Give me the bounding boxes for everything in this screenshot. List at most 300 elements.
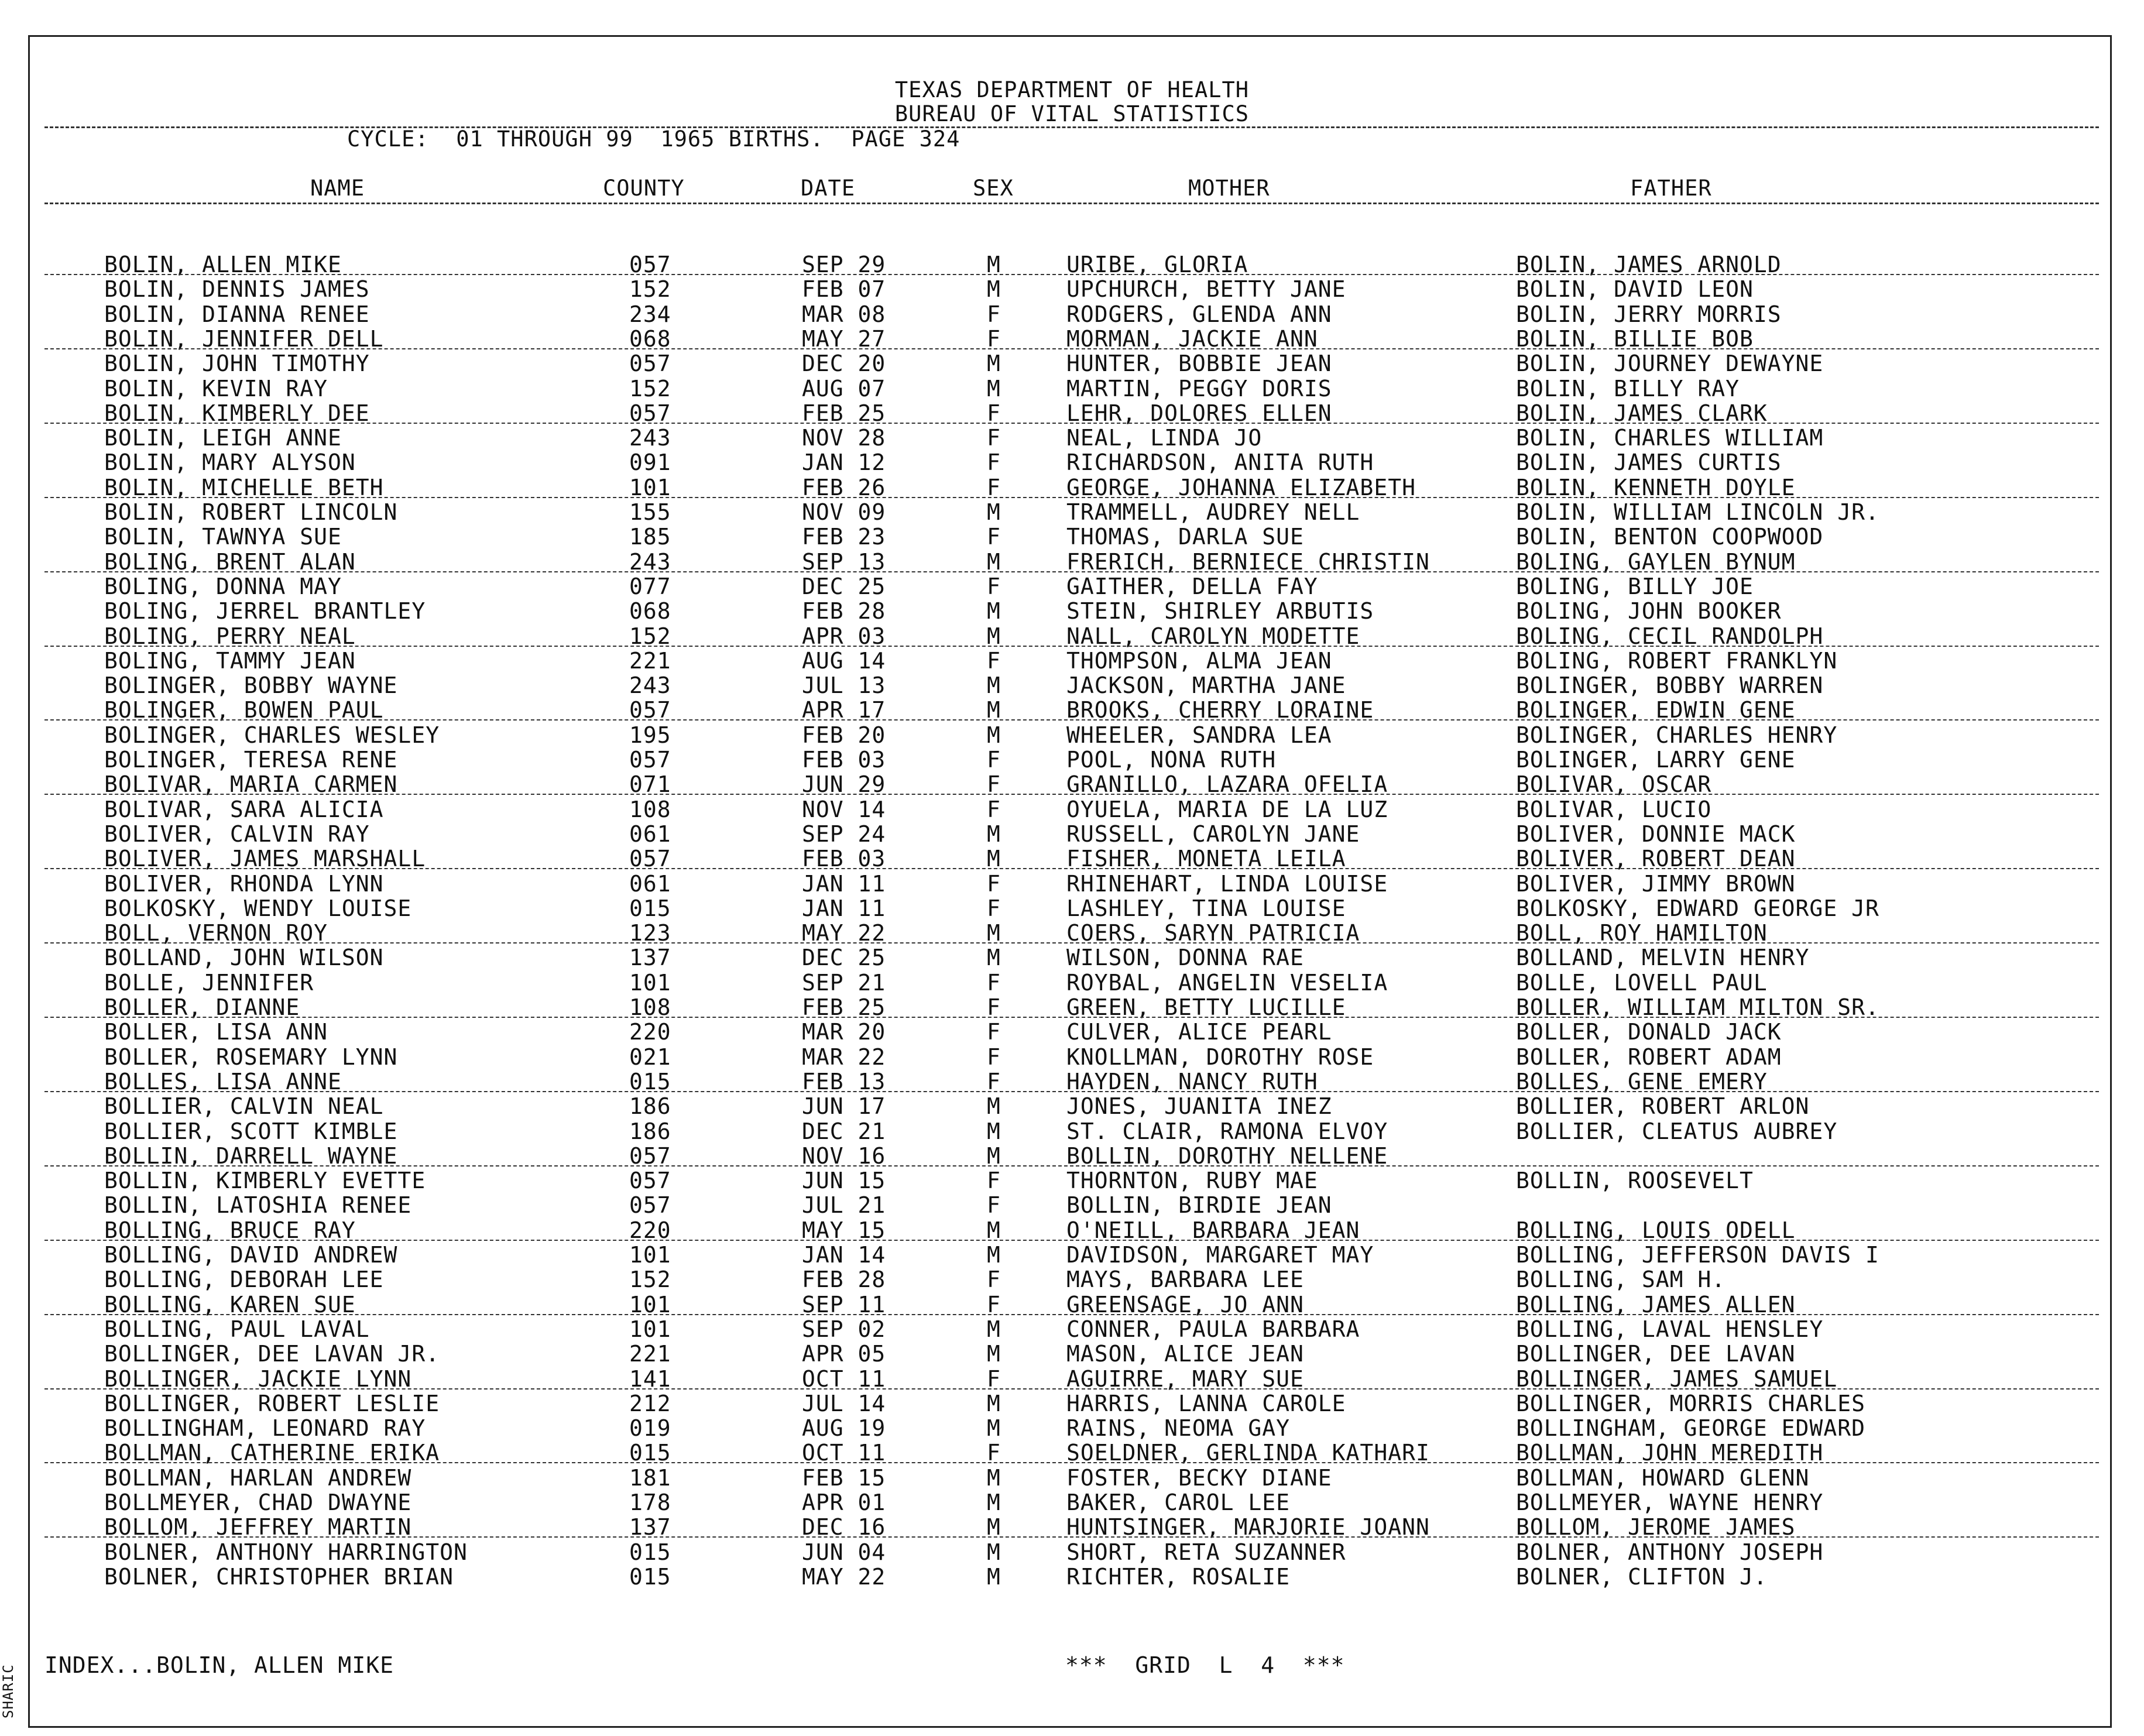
- record-father: BOLIN, JOURNEY DEWAYNE: [1516, 351, 1824, 377]
- record-date: SEP 29: [802, 252, 886, 277]
- record-date: JUN 15: [802, 1168, 886, 1194]
- record-name: BOLIN, KIMBERLY DEE: [104, 400, 370, 426]
- record-county: 057: [629, 697, 671, 723]
- record-county: 019: [629, 1415, 671, 1442]
- footer-grid-label: *** GRID L 4 ***: [1065, 1652, 1345, 1678]
- record-sex: F: [987, 1019, 1001, 1045]
- record-name: BOLIN, DENNIS JAMES: [104, 276, 370, 303]
- record-county: 057: [629, 400, 671, 426]
- record-name: BOLLIN, DARRELL WAYNE: [104, 1143, 398, 1169]
- record-row: [0, 994, 2144, 1019]
- record-sex: M: [987, 598, 1001, 625]
- record-row: [0, 722, 2144, 747]
- record-date: JAN 11: [802, 870, 886, 897]
- record-name: BOLIN, JENNIFER DELL: [104, 325, 384, 352]
- record-name: BOLLING, KAREN SUE: [104, 1291, 356, 1318]
- record-sex: F: [987, 325, 1001, 352]
- record-father: BOLIVAR, OSCAR: [1516, 771, 1712, 798]
- record-sex: M: [987, 821, 1001, 847]
- record-name: BOLLES, LISA ANNE: [104, 1068, 342, 1095]
- record-date: JUL 21: [802, 1192, 886, 1219]
- record-date: SEP 02: [802, 1316, 886, 1342]
- record-sex: M: [987, 1464, 1001, 1491]
- record-county: 015: [629, 1539, 671, 1565]
- record-sex: M: [987, 276, 1001, 303]
- record-father: BOLING, JOHN BOOKER: [1516, 598, 1782, 625]
- record-date: MAR 20: [802, 1019, 886, 1045]
- record-row: [0, 1044, 2144, 1069]
- record-name: BOLLMAN, CATHERINE ERIKA: [104, 1440, 440, 1466]
- record-mother: GREENSAGE, JO ANN: [1066, 1291, 1304, 1318]
- footer-index: INDEX...BOLIN, ALLEN MIKE: [44, 1652, 394, 1678]
- record-county: 108: [629, 796, 671, 822]
- column-header-father: FATHER: [1630, 176, 1712, 201]
- record-sex: F: [987, 771, 1001, 798]
- record-sex: F: [987, 895, 1001, 921]
- record-mother: LASHLEY, TINA LOUISE: [1066, 895, 1346, 921]
- record-name: BOLLAND, JOHN WILSON: [104, 945, 384, 971]
- record-mother: THOMPSON, ALMA JEAN: [1066, 647, 1332, 674]
- row-rule: [44, 1240, 2099, 1241]
- record-row: [0, 301, 2144, 326]
- record-row: [0, 1391, 2144, 1415]
- record-sex: M: [987, 252, 1001, 277]
- record-sex: F: [987, 747, 1001, 773]
- record-county: 101: [629, 1242, 671, 1268]
- record-sex: M: [987, 1390, 1001, 1416]
- record-father: BOLLIER, ROBERT ARLON: [1516, 1093, 1810, 1120]
- record-date: MAY 27: [802, 325, 886, 352]
- record-name: BOLLER, ROSEMARY LYNN: [104, 1044, 398, 1070]
- record-name: BOLING, DONNA MAY: [104, 573, 342, 599]
- record-county: 195: [629, 722, 671, 748]
- record-date: OCT 11: [802, 1440, 886, 1466]
- record-father: BOLINGER, CHARLES HENRY: [1516, 722, 1838, 748]
- record-mother: WILSON, DONNA RAE: [1066, 945, 1304, 971]
- record-name: BOLIVER, RHONDA LYNN: [104, 870, 384, 897]
- record-county: 155: [629, 499, 671, 525]
- record-name: BOLINGER, BOBBY WAYNE: [104, 673, 398, 699]
- record-row: [0, 797, 2144, 821]
- record-date: SEP 13: [802, 548, 886, 575]
- record-row: [0, 920, 2144, 945]
- record-sex: M: [987, 1143, 1001, 1169]
- record-date: APR 01: [802, 1490, 886, 1515]
- record-name: BOLIN, ALLEN MIKE: [104, 252, 342, 277]
- record-row: [0, 697, 2144, 722]
- record-row: [0, 1143, 2144, 1168]
- record-name: BOLNER, ANTHONY HARRINGTON: [104, 1539, 468, 1565]
- record-father: BOLLER, DONALD JACK: [1516, 1019, 1782, 1045]
- record-name: BOLKOSKY, WENDY LOUISE: [104, 895, 412, 921]
- record-name: BOLIN, MARY ALYSON: [104, 450, 356, 476]
- record-sex: M: [987, 1539, 1001, 1565]
- record-mother: BROOKS, CHERRY LORAINE: [1066, 697, 1374, 723]
- record-mother: GREEN, BETTY LUCILLE: [1066, 994, 1346, 1020]
- record-county: 234: [629, 301, 671, 327]
- row-rule: [44, 1165, 2099, 1167]
- record-mother: WHEELER, SANDRA LEA: [1066, 722, 1332, 748]
- record-row: [0, 1539, 2144, 1564]
- record-name: BOLLIER, CALVIN NEAL: [104, 1093, 384, 1120]
- record-sex: F: [987, 573, 1001, 599]
- record-name: BOLING, BRENT ALAN: [104, 548, 356, 575]
- record-county: 101: [629, 1316, 671, 1342]
- record-sex: M: [987, 1514, 1001, 1541]
- record-sex: M: [987, 1242, 1001, 1268]
- record-father: BOLNER, CLIFTON J.: [1516, 1563, 1768, 1590]
- record-row: [0, 1168, 2144, 1192]
- record-father: BOLINGER, BOBBY WARREN: [1516, 673, 1824, 699]
- record-sex: F: [987, 524, 1001, 550]
- record-county: 152: [629, 1267, 671, 1293]
- record-sex: M: [987, 499, 1001, 525]
- record-mother: RICHARDSON, ANITA RUTH: [1066, 450, 1374, 476]
- record-date: FEB 13: [802, 1068, 886, 1095]
- record-mother: HAYDEN, NANCY RUTH: [1066, 1068, 1318, 1095]
- record-mother: LEHR, DOLORES ELLEN: [1066, 400, 1332, 426]
- record-mother: URIBE, GLORIA: [1066, 252, 1248, 277]
- record-father: BOLLING, SAM H.: [1516, 1267, 1726, 1293]
- record-name: BOLL, VERNON ROY: [104, 920, 328, 946]
- record-date: FEB 25: [802, 994, 886, 1020]
- record-county: 152: [629, 375, 671, 402]
- record-county: 221: [629, 647, 671, 674]
- record-mother: THORNTON, RUBY MAE: [1066, 1168, 1318, 1194]
- record-date: FEB 07: [802, 276, 886, 303]
- record-date: DEC 25: [802, 945, 886, 971]
- column-header-mother: MOTHER: [1188, 176, 1270, 201]
- record-father: BOLLING, LAVAL HENSLEY: [1516, 1316, 1824, 1342]
- record-row: [0, 524, 2144, 548]
- record-name: BOLLINGER, DEE LAVAN JR.: [104, 1341, 440, 1367]
- record-sex: M: [987, 722, 1001, 748]
- record-mother: RICHTER, ROSALIE: [1066, 1563, 1291, 1590]
- record-date: MAY 22: [802, 1563, 886, 1590]
- record-sex: F: [987, 1068, 1001, 1095]
- record-father: BOLIN, BILLIE BOB: [1516, 325, 1754, 352]
- side-label: SHARIC: [0, 1664, 16, 1719]
- record-row: [0, 1564, 2144, 1589]
- record-row: [0, 1093, 2144, 1118]
- record-name: BOLLINGER, ROBERT LESLIE: [104, 1390, 440, 1416]
- record-county: 178: [629, 1490, 671, 1515]
- record-father: BOLLOM, JEROME JAMES: [1516, 1514, 1796, 1541]
- record-sex: M: [987, 1415, 1001, 1442]
- record-date: JUN 29: [802, 771, 886, 798]
- record-father: BOLKOSKY, EDWARD GEORGE JR: [1516, 895, 1879, 921]
- record-sex: F: [987, 301, 1001, 327]
- record-row: [0, 351, 2144, 375]
- record-row: [0, 549, 2144, 574]
- record-row: [0, 970, 2144, 994]
- record-mother: THOMAS, DARLA SUE: [1066, 524, 1304, 550]
- record-date: NOV 28: [802, 425, 886, 451]
- record-county: 057: [629, 1192, 671, 1219]
- record-date: JUL 13: [802, 673, 886, 699]
- record-name: BOLING, TAMMY JEAN: [104, 647, 356, 674]
- row-rule: [44, 497, 2099, 498]
- record-date: APR 05: [802, 1341, 886, 1367]
- record-county: 186: [629, 1118, 671, 1144]
- record-date: DEC 16: [802, 1514, 886, 1541]
- record-date: NOV 16: [802, 1143, 886, 1169]
- record-sex: M: [987, 1563, 1001, 1590]
- record-mother: POOL, NONA RUTH: [1066, 747, 1277, 773]
- header-title-line2: BUREAU OF VITAL STATISTICS: [894, 101, 1250, 126]
- row-rule: [44, 1462, 2099, 1463]
- record-sex: F: [987, 870, 1001, 897]
- record-county: 057: [629, 351, 671, 377]
- record-father: BOLIN, CHARLES WILLIAM: [1516, 425, 1824, 451]
- record-father: BOLLING, JEFFERSON DAVIS I: [1516, 1242, 1879, 1268]
- record-county: 057: [629, 846, 671, 872]
- record-father: BOLLINGER, MORRIS CHARLES: [1516, 1390, 1865, 1416]
- record-county: 057: [629, 747, 671, 773]
- record-father: BOLLMAN, HOWARD GLENN: [1516, 1464, 1810, 1491]
- record-row: [0, 499, 2144, 524]
- record-sex: M: [987, 548, 1001, 575]
- record-county: 057: [629, 252, 671, 277]
- record-date: FEB 28: [802, 598, 886, 625]
- record-row: [0, 1316, 2144, 1341]
- record-date: JUN 17: [802, 1093, 886, 1120]
- row-rule: [44, 571, 2099, 572]
- record-mother: CONNER, PAULA BARBARA: [1066, 1316, 1360, 1342]
- row-rule: [44, 719, 2099, 721]
- record-county: 057: [629, 1143, 671, 1169]
- record-date: APR 03: [802, 623, 886, 649]
- record-mother: HARRIS, LANNA CAROLE: [1066, 1390, 1346, 1416]
- record-father: BOLINGER, LARRY GENE: [1516, 747, 1796, 773]
- record-sex: F: [987, 1267, 1001, 1293]
- record-sex: F: [987, 1291, 1001, 1318]
- record-county: 071: [629, 771, 671, 798]
- record-name: BOLLING, DAVID ANDREW: [104, 1242, 398, 1268]
- record-father: BOLIVAR, LUCIO: [1516, 796, 1712, 822]
- record-date: AUG 19: [802, 1415, 886, 1442]
- record-father: BOLING, BILLY JOE: [1516, 573, 1754, 599]
- record-mother: ST. CLAIR, RAMONA ELVOY: [1066, 1118, 1388, 1144]
- record-name: BOLLER, DIANNE: [104, 994, 300, 1020]
- record-row: [0, 1069, 2144, 1093]
- record-mother: NALL, CAROLYN MODETTE: [1066, 623, 1360, 649]
- record-county: 061: [629, 821, 671, 847]
- record-sex: F: [987, 796, 1001, 822]
- record-sex: F: [987, 1168, 1001, 1194]
- record-date: JUN 04: [802, 1539, 886, 1565]
- record-name: BOLINGER, TERESA RENE: [104, 747, 398, 773]
- record-county: 243: [629, 673, 671, 699]
- record-sex: F: [987, 994, 1001, 1020]
- record-name: BOLIVER, CALVIN RAY: [104, 821, 370, 847]
- record-name: BOLIVAR, MARIA CARMEN: [104, 771, 398, 798]
- row-rule: [44, 646, 2099, 647]
- record-mother: BOLLIN, DOROTHY NELLENE: [1066, 1143, 1388, 1169]
- record-date: JAN 12: [802, 450, 886, 476]
- record-father: BOLIVER, ROBERT DEAN: [1516, 846, 1796, 872]
- record-date: JAN 14: [802, 1242, 886, 1268]
- record-sex: M: [987, 1490, 1001, 1515]
- record-county: 220: [629, 1217, 671, 1243]
- record-sex: M: [987, 846, 1001, 872]
- record-mother: FOSTER, BECKY DIANE: [1066, 1464, 1332, 1491]
- record-name: BOLLINGHAM, LEONARD RAY: [104, 1415, 426, 1442]
- record-name: BOLLIER, SCOTT KIMBLE: [104, 1118, 398, 1144]
- record-date: MAY 15: [802, 1217, 886, 1243]
- record-county: 220: [629, 1019, 671, 1045]
- row-rule: [44, 1091, 2099, 1092]
- record-mother: MASON, ALICE JEAN: [1066, 1341, 1304, 1367]
- record-date: APR 17: [802, 697, 886, 723]
- row-rule: [44, 1314, 2099, 1315]
- record-row: [0, 574, 2144, 598]
- record-name: BOLLER, LISA ANN: [104, 1019, 328, 1045]
- record-row: [0, 871, 2144, 896]
- record-county: 152: [629, 623, 671, 649]
- record-name: BOLIVAR, SARA ALICIA: [104, 796, 384, 822]
- record-father: BOLLMEYER, WAYNE HENRY: [1516, 1490, 1824, 1515]
- row-rule: [44, 423, 2099, 424]
- record-sex: M: [987, 1093, 1001, 1120]
- record-row: [0, 747, 2144, 771]
- record-name: BOLIN, MICHELLE BETH: [104, 474, 384, 500]
- record-sex: M: [987, 1316, 1001, 1342]
- record-row: [0, 1217, 2144, 1242]
- record-mother: COERS, SARYN PATRICIA: [1066, 920, 1360, 946]
- record-county: 137: [629, 945, 671, 971]
- record-county: 108: [629, 994, 671, 1020]
- record-county: 057: [629, 1168, 671, 1194]
- record-date: AUG 07: [802, 375, 886, 402]
- record-mother: BAKER, CAROL LEE: [1066, 1490, 1291, 1515]
- record-sex: M: [987, 351, 1001, 377]
- record-date: FEB 15: [802, 1464, 886, 1491]
- record-county: 091: [629, 450, 671, 476]
- record-date: FEB 23: [802, 524, 886, 550]
- record-mother: MAYS, BARBARA LEE: [1066, 1267, 1304, 1293]
- record-county: 061: [629, 870, 671, 897]
- record-mother: BOLLIN, BIRDIE JEAN: [1066, 1192, 1332, 1219]
- record-date: FEB 03: [802, 846, 886, 872]
- record-father: BOLINGER, EDWIN GENE: [1516, 697, 1796, 723]
- record-row: [0, 1242, 2144, 1267]
- record-county: 015: [629, 1440, 671, 1466]
- record-mother: RHINEHART, LINDA LOUISE: [1066, 870, 1388, 897]
- record-county: 101: [629, 1291, 671, 1318]
- row-rule: [44, 1017, 2099, 1018]
- record-date: FEB 26: [802, 474, 886, 500]
- record-date: MAY 22: [802, 920, 886, 946]
- record-date: AUG 14: [802, 647, 886, 674]
- cycle-line: CYCLE: 01 THROUGH 99 1965 BIRTHS. PAGE 324: [347, 126, 960, 152]
- record-name: BOLING, JERREL BRANTLEY: [104, 598, 426, 625]
- record-row: [0, 400, 2144, 425]
- record-name: BOLLING, BRUCE RAY: [104, 1217, 356, 1243]
- record-mother: O'NEILL, BARBARA JEAN: [1066, 1217, 1360, 1243]
- record-father: BOLLING, LOUIS ODELL: [1516, 1217, 1796, 1243]
- header-title-line1: TEXAS DEPARTMENT OF HEALTH: [894, 77, 1250, 102]
- record-name: BOLLIN, KIMBERLY EVETTE: [104, 1168, 426, 1194]
- record-father: BOLING, CECIL RANDOLPH: [1516, 623, 1824, 649]
- record-name: BOLING, PERRY NEAL: [104, 623, 356, 649]
- record-row: [0, 450, 2144, 474]
- record-row: [0, 1490, 2144, 1514]
- record-county: 068: [629, 598, 671, 625]
- record-row: [0, 252, 2144, 276]
- record-row: [0, 1366, 2144, 1391]
- record-sex: M: [987, 1341, 1001, 1367]
- record-name: BOLIN, KEVIN RAY: [104, 375, 328, 402]
- record-mother: TRAMMELL, AUDREY NELL: [1066, 499, 1360, 525]
- record-row: [0, 896, 2144, 920]
- record-sex: F: [987, 425, 1001, 451]
- record-row: [0, 1465, 2144, 1490]
- record-date: MAR 22: [802, 1044, 886, 1070]
- record-mother: HUNTSINGER, MARJORIE JOANN: [1066, 1514, 1430, 1541]
- record-date: MAR 08: [802, 301, 886, 327]
- record-date: SEP 21: [802, 969, 886, 996]
- record-row: [0, 1514, 2144, 1539]
- record-date: NOV 14: [802, 796, 886, 822]
- record-county: 212: [629, 1390, 671, 1416]
- record-father: BOLIN, BENTON COOPWOOD: [1516, 524, 1824, 550]
- record-mother: MARTIN, PEGGY DORIS: [1066, 375, 1332, 402]
- record-mother: GRANILLO, LAZARA OFELIA: [1066, 771, 1388, 798]
- record-date: FEB 20: [802, 722, 886, 748]
- record-name: BOLINGER, CHARLES WESLEY: [104, 722, 440, 748]
- row-rule: [44, 1388, 2099, 1390]
- record-mother: OYUELA, MARIA DE LA LUZ: [1066, 796, 1388, 822]
- record-father: BOLIN, BILLY RAY: [1516, 375, 1740, 402]
- record-name: BOLIN, DIANNA RENEE: [104, 301, 370, 327]
- record-sex: M: [987, 623, 1001, 649]
- record-row: [0, 945, 2144, 969]
- record-sex: F: [987, 1192, 1001, 1219]
- record-row: [0, 771, 2144, 796]
- record-date: NOV 09: [802, 499, 886, 525]
- record-father: BOLLER, ROBERT ADAM: [1516, 1044, 1782, 1070]
- record-father: BOLIN, DAVID LEON: [1516, 276, 1754, 303]
- record-sex: F: [987, 474, 1001, 500]
- record-sex: M: [987, 375, 1001, 402]
- record-row: [0, 846, 2144, 870]
- record-mother: HUNTER, BOBBIE JEAN: [1066, 351, 1332, 377]
- record-father: BOLNER, ANTHONY JOSEPH: [1516, 1539, 1824, 1565]
- record-county: 123: [629, 920, 671, 946]
- record-father: BOLIN, KENNETH DOYLE: [1516, 474, 1796, 500]
- record-row: [0, 475, 2144, 499]
- record-name: BOLLOM, JEFFREY MARTIN: [104, 1514, 412, 1541]
- record-county: 101: [629, 969, 671, 996]
- record-county: 186: [629, 1093, 671, 1120]
- record-father: BOLLINGER, JAMES SAMUEL: [1516, 1366, 1838, 1392]
- record-mother: KNOLLMAN, DOROTHY ROSE: [1066, 1044, 1374, 1070]
- record-county: 077: [629, 573, 671, 599]
- record-mother: STEIN, SHIRLEY ARBUTIS: [1066, 598, 1374, 625]
- record-county: 015: [629, 895, 671, 921]
- record-county: 137: [629, 1514, 671, 1541]
- record-sex: M: [987, 920, 1001, 946]
- record-name: BOLLIN, LATOSHIA RENEE: [104, 1192, 412, 1219]
- row-rule: [44, 274, 2099, 275]
- record-sex: M: [987, 945, 1001, 971]
- record-name: BOLLING, PAUL LAVAL: [104, 1316, 370, 1342]
- record-father: BOLLE, LOVELL PAUL: [1516, 969, 1768, 996]
- record-sex: M: [987, 673, 1001, 699]
- record-row: [0, 1292, 2144, 1316]
- record-row: [0, 376, 2144, 400]
